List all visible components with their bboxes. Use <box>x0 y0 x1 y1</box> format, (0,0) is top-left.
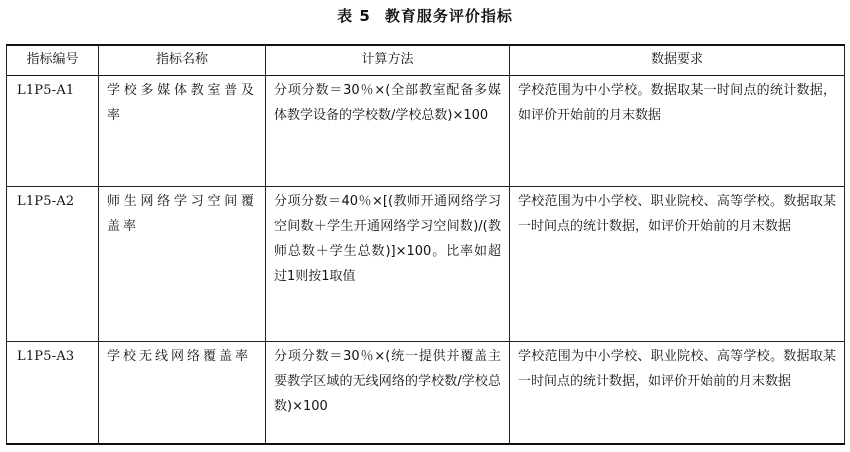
indicator-name: 师生网络学习空间覆盖率 <box>99 187 266 342</box>
header-requirement: 数据要求 <box>510 45 845 76</box>
indicator-name: 学校无线网络覆盖率 <box>99 342 266 445</box>
data-requirement: 学校范围为中小学校。数据取某一时间点的统计数据，如评价开始前的月末数据 <box>510 76 845 187</box>
calculation-method: 分项分数＝30％×(统一提供并覆盖主要教学区域的无线网络的学校数/学校总数)×100 <box>266 342 510 445</box>
table-row <box>7 187 845 342</box>
calculation-method: 分项分数＝40％×[(教师开通网络学习空间数＋学生开通网络学习空间数)/(教师总数＋学生总数)]×100。比率如超过1则按1取值 <box>266 187 510 342</box>
header-row <box>7 45 845 76</box>
data-requirement: 学校范围为中小学校、职业院校、高等学校。数据取某一时间点的统计数据，如评价开始前的月末数据 <box>510 342 845 445</box>
table-row <box>7 76 845 187</box>
calculation-method: 分项分数＝30％×(全部教室配备多媒体教学设备的学校数/学校总数)×100 <box>266 76 510 187</box>
header-code: 指标编号 <box>7 45 99 76</box>
indicator-code: L1P5-A3 <box>7 342 99 445</box>
indicator-name: 学校多媒体教室普及率 <box>99 76 266 187</box>
data-requirement: 学校范围为中小学校、职业院校、高等学校。数据取某一时间点的统计数据，如评价开始前的月末数据 <box>510 187 845 342</box>
table-row <box>7 342 845 445</box>
header-name: 指标名称 <box>99 45 266 76</box>
table-title: 教育服务评价指标 <box>384 7 513 25</box>
indicator-code: L1P5-A1 <box>7 76 99 187</box>
header-method: 计算方法 <box>266 45 510 76</box>
evaluation-indicator-table <box>6 44 845 445</box>
indicator-code: L1P5-A2 <box>7 187 99 342</box>
table-number: 表 5 <box>337 7 371 25</box>
table-caption <box>0 6 850 26</box>
